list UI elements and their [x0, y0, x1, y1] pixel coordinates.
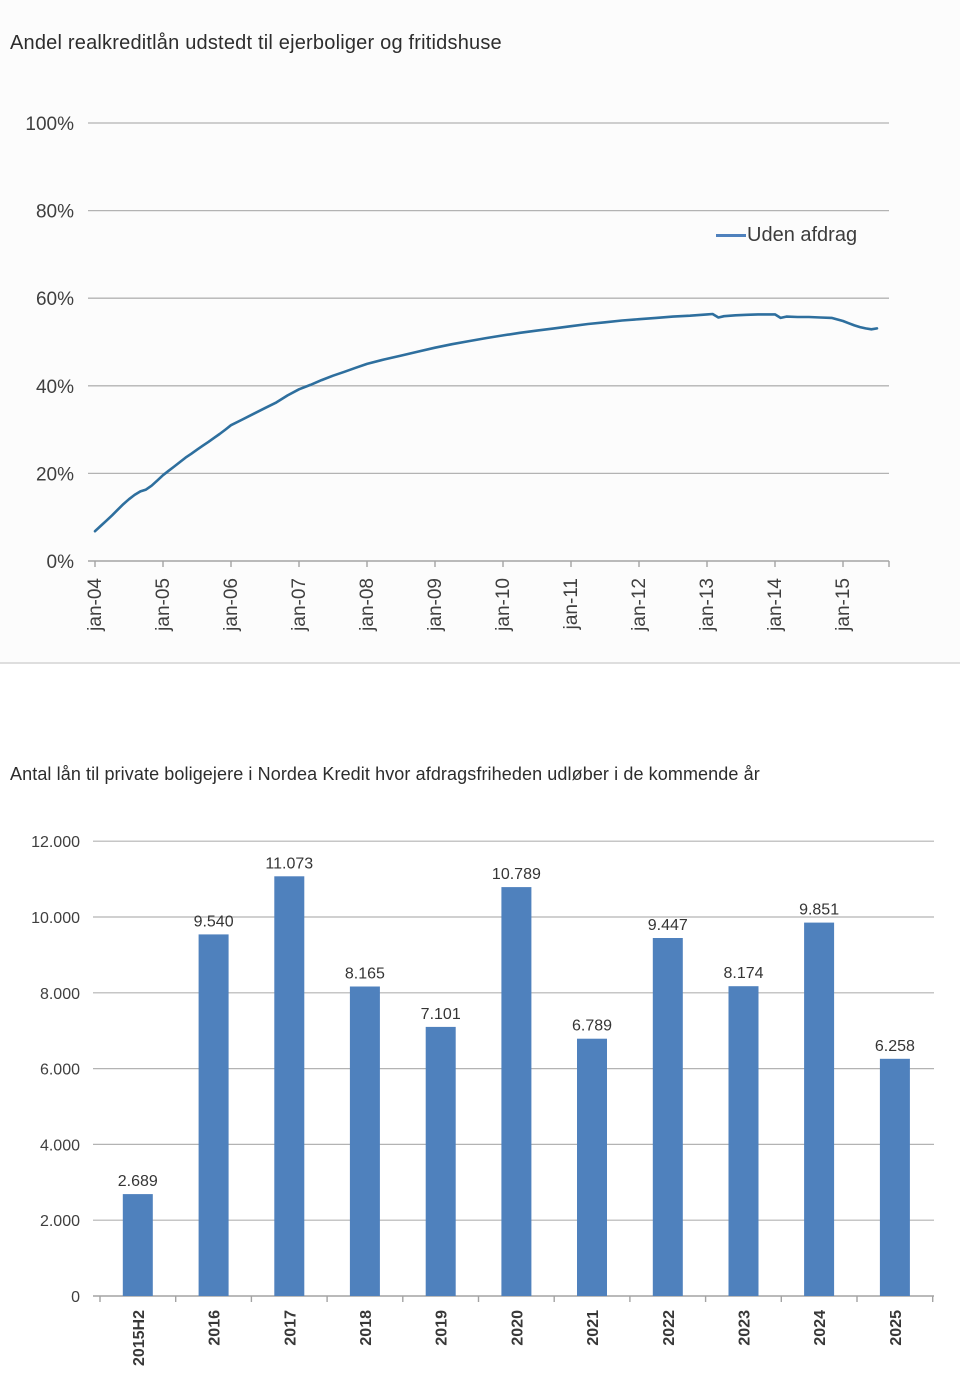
x-tick-label: jan-05: [153, 578, 174, 631]
y-tick-label: 20%: [35, 464, 74, 486]
bar-2021: [577, 1039, 607, 1296]
x-tick-label: 2020: [509, 1310, 527, 1346]
x-tick-label: jan-15: [833, 578, 854, 631]
x-tick-label: jan-04: [85, 578, 106, 631]
legend-line-marker: [716, 234, 746, 237]
y-tick-label: 8.000: [39, 985, 80, 1003]
y-tick-label: 4.000: [39, 1137, 80, 1155]
y-tick-label: 80%: [35, 201, 74, 223]
bar-value-label: 6.789: [571, 1017, 613, 1035]
x-tick-label: jan-07: [289, 578, 310, 631]
y-tick-label: 10.000: [31, 910, 80, 927]
bar-value-label: 2.689: [117, 1173, 158, 1191]
line-chart-section: [0, 0, 960, 664]
x-tick-label: jan-12: [629, 578, 650, 631]
line-chart-plot: [0, 0, 960, 662]
bar-value-label: 8.174: [723, 965, 764, 983]
x-tick-label: 2023: [736, 1310, 754, 1346]
bar-chart-title: Antal lån til private boligejere i Nordea Kredit hvor afdragsfriheden udløber i de kommende år: [10, 764, 760, 784]
y-tick-label: 100%: [25, 114, 74, 135]
y-tick-label: 6.000: [39, 1061, 80, 1079]
bar-2025: [880, 1059, 910, 1296]
x-tick-label: 2024: [812, 1310, 830, 1346]
bar-2019: [426, 1027, 456, 1296]
x-tick-label: jan-08: [357, 578, 378, 631]
bar-value-label: 9.540: [193, 913, 234, 931]
y-tick-label: 60%: [35, 289, 74, 311]
bar-2017: [274, 876, 304, 1296]
bar-value-label: 9.851: [799, 901, 840, 919]
bar-chart-section: [0, 664, 960, 1397]
x-tick-label: jan-10: [493, 578, 514, 631]
y-tick-label: 0: [71, 1289, 80, 1306]
x-tick-label: jan-14: [765, 578, 786, 631]
x-tick-label: 2025: [887, 1310, 905, 1346]
legend-series-label: Uden afdrag: [747, 224, 858, 246]
y-tick-label: 12.000: [31, 834, 80, 852]
bar-2020: [501, 887, 531, 1296]
bar-2024: [804, 923, 834, 1296]
x-tick-label: 2021: [585, 1310, 602, 1346]
y-tick-label: 2.000: [39, 1213, 80, 1231]
series-line-uden-afdrag: [95, 314, 877, 531]
bar-value-label: 8.165: [344, 965, 385, 983]
line-chart-title: Andel realkreditlån udstedt til ejerboliger og fritidshuse: [10, 32, 502, 54]
x-tick-label: 2015H2: [130, 1310, 148, 1367]
x-tick-label: 2018: [357, 1310, 375, 1346]
y-tick-label: 0%: [46, 552, 74, 573]
bar-value-label: 9.447: [647, 917, 688, 934]
bar-value-label: 7.101: [420, 1005, 461, 1023]
bar-value-label: 11.073: [265, 855, 314, 873]
y-tick-label: 40%: [35, 376, 74, 398]
x-tick-label: 2022: [660, 1310, 678, 1346]
bar-2015H2: [123, 1194, 153, 1296]
x-tick-label: jan-09: [425, 578, 446, 631]
x-tick-label: 2017: [282, 1310, 300, 1346]
x-tick-label: jan-13: [697, 578, 718, 631]
x-tick-label: jan-06: [221, 578, 242, 631]
line-chart-legend: [716, 224, 857, 247]
bar-2018: [350, 987, 380, 1297]
x-tick-label: 2019: [433, 1310, 451, 1346]
bar-2023: [729, 986, 759, 1296]
bar-2022: [653, 938, 683, 1296]
bar-value-label: 6.258: [874, 1037, 915, 1055]
x-tick-label: jan-11: [561, 578, 582, 630]
x-tick-label: 2016: [206, 1310, 224, 1346]
bar-2016: [199, 934, 229, 1296]
bar-value-label: 10.789: [491, 866, 541, 884]
